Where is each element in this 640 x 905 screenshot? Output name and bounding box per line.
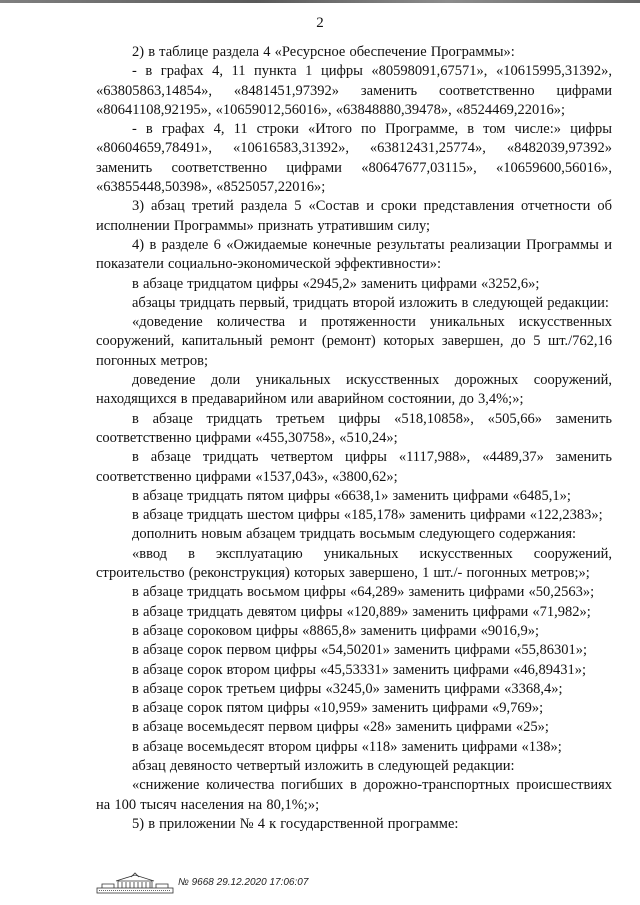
paragraph-1: 2) в таблице раздела 4 «Ресурсное обеспечение Программы»: bbox=[132, 44, 515, 60]
paragraph-26: «снижение количества погибших в дорожно-транспортных происшествиях на 100 тысяч населения на 80,1%;»; bbox=[96, 777, 612, 813]
paragraph-21: в абзаце сорок третьем цифры «3245,0» заменить цифрами «3368,4»; bbox=[132, 680, 563, 697]
paragraph-12: в абзаце тридцать пятом цифры «6638,1» заменить цифрами «6485,1»; bbox=[132, 487, 571, 504]
paragraph-18: в абзаце сороковом цифры «8865,8» заменить цифрами «9016,9»; bbox=[132, 622, 540, 639]
paragraph-13: в абзаце тридцать шестом цифры «185,178» заменить цифрами «122,2383»; bbox=[132, 507, 603, 524]
paragraph-3: - в графах 4, 11 строки «Итого по Программе, в том числе:» цифры «80604659,78491», «10616583,31392», «63812431,25774», «8482039,97392» заменить соответственно цифрами «80647677,03115», «10659600,56016», «63855448,50398», «8525057,22016»; bbox=[96, 121, 612, 196]
paragraph-10: в абзаце тридцать третьем цифры «518,10858», «505,66» заменить соответственно цифрами «455,30758», «510,24»; bbox=[96, 410, 612, 446]
paragraph-6: в абзаце тридцатом цифры «2945,2» заменить цифрами «3252,6»; bbox=[132, 275, 540, 292]
paragraph-11: в абзаце тридцать четвертом цифры «1117,988», «4489,37» заменить соответственно цифрами «1537,043», «3800,62»; bbox=[96, 449, 612, 485]
document-body bbox=[96, 43, 612, 834]
paragraph-23: в абзаце восемьдесят первом цифры «28» заменить цифрами «25»; bbox=[132, 719, 549, 736]
paragraph-27: 5) в приложении № 4 к государственной программе: bbox=[132, 815, 459, 832]
paragraph-22: в абзаце сорок пятом цифры «10,959» заменить цифрами «9,769»; bbox=[132, 700, 544, 717]
paragraph-24: в абзаце восемьдесят втором цифры «118» заменить цифрами «138»; bbox=[132, 738, 562, 755]
paragraph-17: в абзаце тридцать девятом цифры «120,889» заменить цифрами «71,982»; bbox=[132, 603, 591, 620]
paragraph-7: абзацы тридцать первый, тридцать второй изложить в следующей редакции: bbox=[132, 294, 609, 311]
paragraph-19: в абзаце сорок первом цифры «54,50201» заменить цифрами «55,86301»; bbox=[132, 642, 588, 659]
paragraph-8: «доведение количества и протяженности уникальных искусственных сооружений, капитальный ремонт (ремонт) которых завершен, до 5 шт./762,16 погонных метров; bbox=[96, 314, 612, 369]
paragraph-16: в абзаце тридцать восьмом цифры «64,289» заменить цифрами «50,2563»; bbox=[132, 584, 595, 601]
paragraph-25: абзац девяносто четвертый изложить в следующей редакции: bbox=[132, 757, 515, 774]
registration-stamp: № 9668 29.12.2020 17:06:07 bbox=[178, 877, 309, 888]
paragraph-2: - в графах 4, 11 пункта 1 цифры «80598091,67571», «10615995,31392», «63805863,14854», «8481451,97392» заменить соответственно цифрами «80641108,92195», «10659012,56016», «63848880,39478», «8524469,22016»; bbox=[96, 63, 612, 118]
paragraph-20: в абзаце сорок втором цифры «45,53331» заменить цифрами «46,89431»; bbox=[132, 661, 586, 678]
page-number: 2 bbox=[316, 15, 324, 31]
scan-top-edge bbox=[0, 0, 640, 3]
paragraph-9: доведение доли уникальных искусственных дорожных сооружений, находящихся в предаварийном или аварийном состоянии, до 3,4%;»; bbox=[96, 372, 612, 408]
paragraph-4: 3) абзац третий раздела 5 «Состав и сроки представления отчетности об исполнении Программы» признать утратившим силу; bbox=[96, 198, 612, 234]
paragraph-5: 4) в разделе 6 «Ожидаемые конечные результаты реализации Программы и показатели социально-экономической эффективности»: bbox=[96, 236, 612, 273]
document-footer bbox=[96, 872, 308, 894]
government-building-seal-icon bbox=[96, 872, 174, 894]
paragraph-15: «ввод в эксплуатацию уникальных искусственных сооружений, строительство (реконструкция) которых завершено, 1 шт./- погонных метров;»; bbox=[96, 545, 612, 582]
paragraph-14: дополнить новым абзацем тридцать восьмым следующего содержания: bbox=[132, 526, 577, 543]
